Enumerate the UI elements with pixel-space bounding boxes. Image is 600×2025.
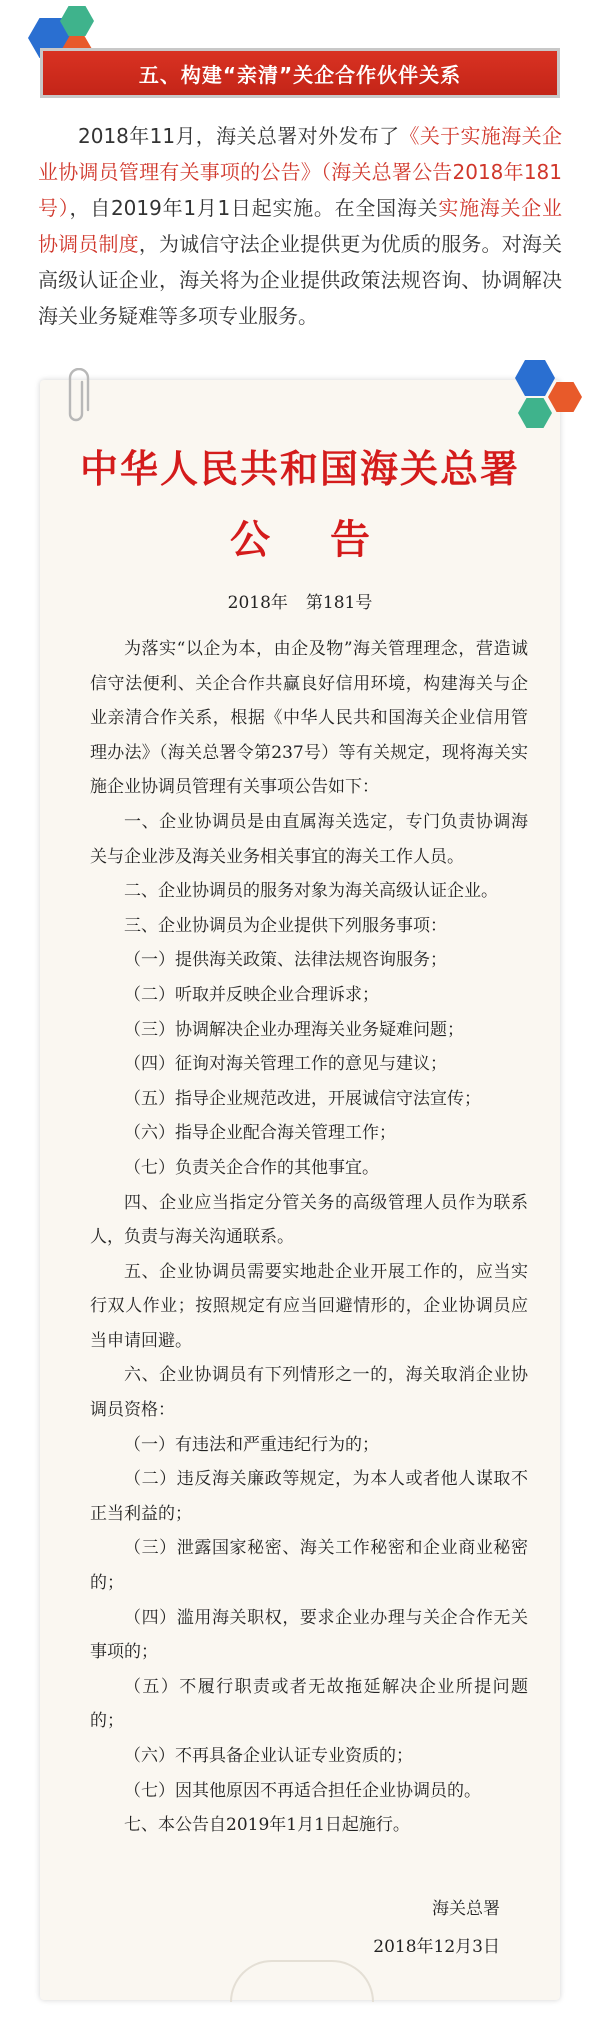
notice-paragraph: 五、企业协调员需要实地赴企业开展工作的，应当实行双人作业；按照规定有应当回避情形的，企业协调员应当申请回避。 xyxy=(90,1261,528,1351)
notice-paragraph: 为落实“以企为本，由企及物”海关管理理念，营造诚信守法便利、关企合作共赢良好信用环境，构建海关与企业亲清合作关系，根据《中华人民共和国海关企业信用管理办法》（海关总署令第237号）等有关规定，现将海关实施企业协调员管理有关事项公告如下： xyxy=(90,639,528,798)
notice-paragraph: （三）协调解决企业办理海关业务疑难问题； xyxy=(124,1019,464,1040)
notice-paragraph: （一）有违法和严重违纪行为的； xyxy=(124,1434,379,1455)
section-title: 五、构建“亲清”关企合作伙伴关系 xyxy=(138,62,462,87)
notice-body xyxy=(90,632,528,1843)
intro-paragraph xyxy=(38,118,562,334)
notice-paragraph: 六、企业协调员有下列情形之一的，海关取消企业协调员资格： xyxy=(90,1365,528,1421)
intro-highlight-announcement: 《关于实施海关企业协调员管理有关事项的公告》（海关总署公告2018年181号） xyxy=(38,124,562,220)
notice-paragraph: （七）因其他原因不再适合担任企业协调员的。 xyxy=(124,1780,481,1801)
notice-title: 公告 xyxy=(230,516,430,563)
notice-paragraph: （五）指导企业规范改进，开展诚信守法宣传； xyxy=(124,1088,481,1109)
intro-highlight-system: 实施海关企业协调员制度 xyxy=(38,196,563,256)
notice-paragraph: 一、企业协调员是由直属海关选定，专门负责协调海关与企业涉及海关业务相关事宜的海关工作人员。 xyxy=(90,811,528,867)
notice-paragraph: （一）提供海关政策、法律法规咨询服务； xyxy=(124,950,447,971)
notice-paragraph: （四）滥用海关职权，要求企业办理与关企合作无关事项的； xyxy=(90,1607,528,1663)
notice-paper xyxy=(40,380,560,2000)
notice-paragraph: （三）泄露国家秘密、海关工作秘密和企业商业秘密的； xyxy=(90,1538,528,1594)
notice-year: 2018年 xyxy=(227,593,288,613)
paper-decor-arc xyxy=(230,1960,374,2002)
notice-signature: 海关总署 xyxy=(432,1899,500,1919)
notice-org-title: 中华人民共和国海关总署 xyxy=(79,446,520,491)
notice-paragraph: （七）负责关企合作的其他事宜。 xyxy=(124,1157,379,1178)
notice-paragraph: 三、企业协调员为企业提供下列服务事项： xyxy=(124,915,447,936)
notice-paragraph: 七、本公告自2019年1月1日起施行。 xyxy=(124,1815,410,1836)
notice-number: 第181号 xyxy=(305,593,373,613)
notice-paragraph: （四）征询对海关管理工作的意见与建议； xyxy=(124,1054,447,1075)
intro-text-3: ，为诚信守法企业提供更为优质的服务。对海关高级认证企业，海关将为企业提供政策法规咨询、协调解决海关业务疑难等多项专业服务。 xyxy=(38,232,563,328)
notice-doc-number xyxy=(40,588,560,613)
intro-text-2: ，自2019年1月1日起实施。在全国海关 xyxy=(69,196,439,220)
notice-paragraph: （二）听取并反映企业合理诉求； xyxy=(124,984,379,1005)
notice-paragraph: 四、企业应当指定分管关务的高级管理人员作为联系人，负责与海关沟通联系。 xyxy=(90,1192,528,1248)
section-header-banner xyxy=(40,48,560,98)
notice-paragraph: （六）指导企业配合海关管理工作； xyxy=(124,1123,396,1144)
notice-paragraph: 二、企业协调员的服务对象为海关高级认证企业。 xyxy=(124,881,498,902)
notice-paragraph: （二）违反海关廉政等规定，为本人或者他人谋取不正当利益的； xyxy=(90,1469,528,1524)
notice-paragraph: （五）不履行职责或者无故拖延解决企业所提问题的； xyxy=(90,1676,528,1732)
notice-paragraph: （六）不再具备企业认证专业资质的； xyxy=(124,1746,413,1766)
intro-text-1: 2018年11月，海关总署对外发布了 xyxy=(78,124,400,148)
paperclip-icon xyxy=(62,368,92,426)
notice-date: 2018年12月3日 xyxy=(373,1937,500,1957)
